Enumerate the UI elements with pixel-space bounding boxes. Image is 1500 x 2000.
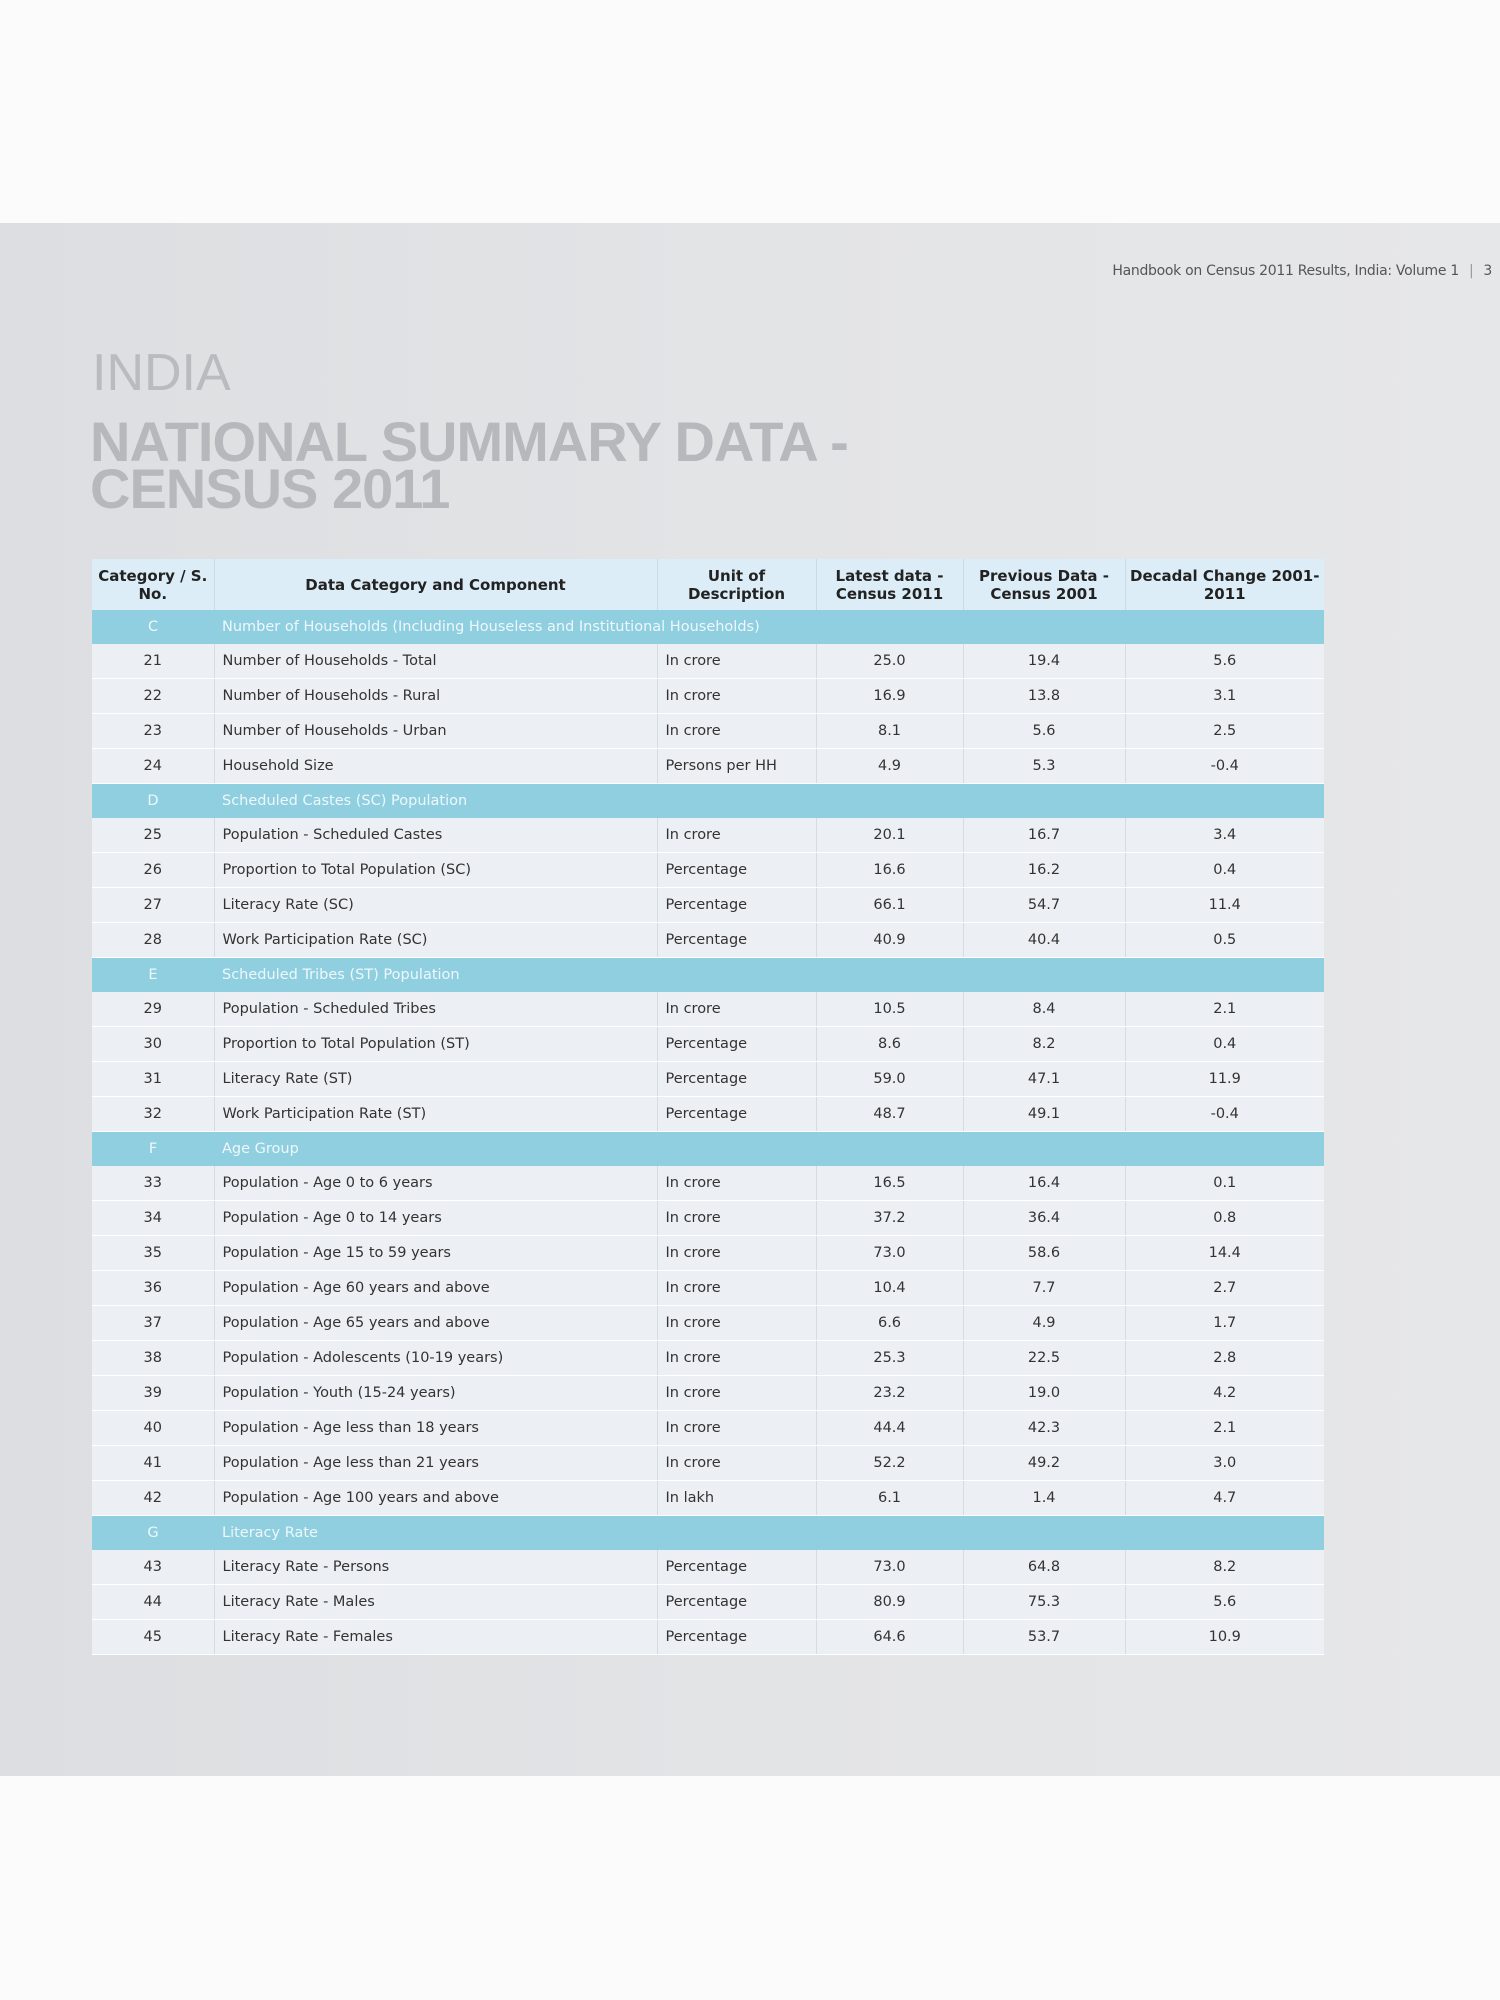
unit: In lakh bbox=[657, 1481, 816, 1516]
decadal-change: 3.4 bbox=[1125, 818, 1324, 853]
component-name: Population - Age less than 18 years bbox=[214, 1411, 657, 1446]
unit: In crore bbox=[657, 992, 816, 1027]
unit: Percentage bbox=[657, 923, 816, 958]
value-2001: 47.1 bbox=[963, 1062, 1125, 1097]
value-2011: 6.6 bbox=[816, 1306, 963, 1341]
decadal-change: 5.6 bbox=[1125, 1585, 1324, 1620]
unit: Percentage bbox=[657, 853, 816, 888]
section-title: Literacy Rate bbox=[214, 1516, 1324, 1551]
section-code: E bbox=[92, 958, 214, 993]
decadal-change: 0.8 bbox=[1125, 1201, 1324, 1236]
unit: In crore bbox=[657, 679, 816, 714]
decadal-change: 14.4 bbox=[1125, 1236, 1324, 1271]
decadal-change: -0.4 bbox=[1125, 1097, 1324, 1132]
page-title-line-2: CENSUS 2011 bbox=[90, 457, 450, 520]
table-row bbox=[92, 1097, 1324, 1132]
component-name: Population - Age 100 years and above bbox=[214, 1481, 657, 1516]
unit: In crore bbox=[657, 1376, 816, 1411]
value-2011: 40.9 bbox=[816, 923, 963, 958]
table-row bbox=[92, 888, 1324, 923]
table-row bbox=[92, 1027, 1324, 1062]
decadal-change: 0.4 bbox=[1125, 1027, 1324, 1062]
serial-number: 33 bbox=[92, 1166, 214, 1201]
serial-number: 38 bbox=[92, 1341, 214, 1376]
value-2011: 66.1 bbox=[816, 888, 963, 923]
decadal-change: 5.6 bbox=[1125, 644, 1324, 679]
component-name: Population - Adolescents (10-19 years) bbox=[214, 1341, 657, 1376]
value-2011: 52.2 bbox=[816, 1446, 963, 1481]
serial-number: 29 bbox=[92, 992, 214, 1027]
value-2001: 16.7 bbox=[963, 818, 1125, 853]
document-page bbox=[0, 223, 1500, 1776]
component-name: Number of Households - Total bbox=[214, 644, 657, 679]
value-2001: 42.3 bbox=[963, 1411, 1125, 1446]
decadal-change: 2.1 bbox=[1125, 992, 1324, 1027]
decadal-change: 2.1 bbox=[1125, 1411, 1324, 1446]
section-row bbox=[92, 1132, 1324, 1167]
table-header-row bbox=[92, 559, 1324, 610]
serial-number: 26 bbox=[92, 853, 214, 888]
table-row bbox=[92, 1550, 1324, 1585]
value-2011: 8.1 bbox=[816, 714, 963, 749]
table-row bbox=[92, 1201, 1324, 1236]
separator: | bbox=[1468, 263, 1474, 279]
decadal-change: 0.4 bbox=[1125, 853, 1324, 888]
section-code: C bbox=[92, 610, 214, 644]
serial-number: 39 bbox=[92, 1376, 214, 1411]
decadal-change: 3.1 bbox=[1125, 679, 1324, 714]
section-code: D bbox=[92, 784, 214, 819]
decadal-change: 2.7 bbox=[1125, 1271, 1324, 1306]
serial-number: 30 bbox=[92, 1027, 214, 1062]
value-2001: 58.6 bbox=[963, 1236, 1125, 1271]
serial-number: 22 bbox=[92, 679, 214, 714]
serial-number: 35 bbox=[92, 1236, 214, 1271]
table-row bbox=[92, 1620, 1324, 1655]
value-2011: 73.0 bbox=[816, 1236, 963, 1271]
table-row bbox=[92, 1411, 1324, 1446]
value-2011: 80.9 bbox=[816, 1585, 963, 1620]
value-2001: 4.9 bbox=[963, 1306, 1125, 1341]
component-name: Population - Scheduled Tribes bbox=[214, 992, 657, 1027]
value-2011: 25.3 bbox=[816, 1341, 963, 1376]
section-code: G bbox=[92, 1516, 214, 1551]
serial-number: 25 bbox=[92, 818, 214, 853]
value-2011: 10.5 bbox=[816, 992, 963, 1027]
value-2011: 23.2 bbox=[816, 1376, 963, 1411]
component-name: Population - Age 60 years and above bbox=[214, 1271, 657, 1306]
component-name: Literacy Rate - Females bbox=[214, 1620, 657, 1655]
decadal-change: 4.7 bbox=[1125, 1481, 1324, 1516]
section-title: Scheduled Tribes (ST) Population bbox=[214, 958, 1324, 993]
decadal-change: 0.5 bbox=[1125, 923, 1324, 958]
value-2001: 16.2 bbox=[963, 853, 1125, 888]
serial-number: 36 bbox=[92, 1271, 214, 1306]
value-2001: 75.3 bbox=[963, 1585, 1125, 1620]
running-header bbox=[1112, 263, 1492, 279]
page-title bbox=[90, 410, 848, 520]
unit: In crore bbox=[657, 1271, 816, 1306]
serial-number: 45 bbox=[92, 1620, 214, 1655]
value-2001: 49.2 bbox=[963, 1446, 1125, 1481]
table-row bbox=[92, 992, 1324, 1027]
unit: Percentage bbox=[657, 1550, 816, 1585]
value-2001: 19.4 bbox=[963, 644, 1125, 679]
value-2011: 44.4 bbox=[816, 1411, 963, 1446]
value-2001: 53.7 bbox=[963, 1620, 1125, 1655]
table-row bbox=[92, 1376, 1324, 1411]
section-row bbox=[92, 784, 1324, 819]
table-row bbox=[92, 1306, 1324, 1341]
component-name: Population - Youth (15-24 years) bbox=[214, 1376, 657, 1411]
section-title: Scheduled Castes (SC) Population bbox=[214, 784, 1324, 819]
unit: Percentage bbox=[657, 888, 816, 923]
table-row bbox=[92, 1236, 1324, 1271]
section-row bbox=[92, 610, 1324, 644]
serial-number: 34 bbox=[92, 1201, 214, 1236]
component-name: Work Participation Rate (ST) bbox=[214, 1097, 657, 1132]
unit: In crore bbox=[657, 714, 816, 749]
table-row bbox=[92, 1446, 1324, 1481]
serial-number: 21 bbox=[92, 644, 214, 679]
decadal-change: 11.4 bbox=[1125, 888, 1324, 923]
serial-number: 41 bbox=[92, 1446, 214, 1481]
unit: Percentage bbox=[657, 1062, 816, 1097]
column-header-change: Decadal Change 2001-2011 bbox=[1125, 559, 1324, 610]
serial-number: 24 bbox=[92, 749, 214, 784]
page-number: 3 bbox=[1483, 263, 1492, 279]
column-header-2001: Previous Data - Census 2001 bbox=[963, 559, 1125, 610]
page-title-line-1: NATIONAL SUMMARY DATA - bbox=[90, 410, 848, 473]
table-row bbox=[92, 853, 1324, 888]
value-2001: 1.4 bbox=[963, 1481, 1125, 1516]
decadal-change: 10.9 bbox=[1125, 1620, 1324, 1655]
unit: Percentage bbox=[657, 1027, 816, 1062]
summary-table bbox=[92, 559, 1324, 1655]
component-name: Population - Age 0 to 14 years bbox=[214, 1201, 657, 1236]
component-name: Population - Age 65 years and above bbox=[214, 1306, 657, 1341]
value-2011: 10.4 bbox=[816, 1271, 963, 1306]
decadal-change: 11.9 bbox=[1125, 1062, 1324, 1097]
value-2011: 64.6 bbox=[816, 1620, 963, 1655]
value-2011: 16.5 bbox=[816, 1166, 963, 1201]
value-2001: 5.3 bbox=[963, 749, 1125, 784]
value-2011: 73.0 bbox=[816, 1550, 963, 1585]
component-name: Literacy Rate (ST) bbox=[214, 1062, 657, 1097]
component-name: Literacy Rate (SC) bbox=[214, 888, 657, 923]
serial-number: 43 bbox=[92, 1550, 214, 1585]
serial-number: 32 bbox=[92, 1097, 214, 1132]
value-2001: 8.4 bbox=[963, 992, 1125, 1027]
component-name: Household Size bbox=[214, 749, 657, 784]
component-name: Population - Age 15 to 59 years bbox=[214, 1236, 657, 1271]
table-row bbox=[92, 1062, 1324, 1097]
component-name: Population - Scheduled Castes bbox=[214, 818, 657, 853]
section-title: Age Group bbox=[214, 1132, 1324, 1167]
unit: Percentage bbox=[657, 1097, 816, 1132]
unit: In crore bbox=[657, 644, 816, 679]
component-name: Population - Age less than 21 years bbox=[214, 1446, 657, 1481]
serial-number: 27 bbox=[92, 888, 214, 923]
decadal-change: 4.2 bbox=[1125, 1376, 1324, 1411]
unit: In crore bbox=[657, 1341, 816, 1376]
serial-number: 42 bbox=[92, 1481, 214, 1516]
value-2001: 22.5 bbox=[963, 1341, 1125, 1376]
table-row bbox=[92, 1481, 1324, 1516]
serial-number: 23 bbox=[92, 714, 214, 749]
value-2011: 6.1 bbox=[816, 1481, 963, 1516]
value-2001: 19.0 bbox=[963, 1376, 1125, 1411]
value-2001: 5.6 bbox=[963, 714, 1125, 749]
unit: In crore bbox=[657, 818, 816, 853]
component-name: Number of Households - Rural bbox=[214, 679, 657, 714]
unit: Percentage bbox=[657, 1585, 816, 1620]
component-name: Proportion to Total Population (ST) bbox=[214, 1027, 657, 1062]
decadal-change: 1.7 bbox=[1125, 1306, 1324, 1341]
table-row bbox=[92, 818, 1324, 853]
table-row bbox=[92, 923, 1324, 958]
country-heading: INDIA bbox=[92, 344, 231, 402]
value-2001: 16.4 bbox=[963, 1166, 1125, 1201]
component-name: Literacy Rate - Persons bbox=[214, 1550, 657, 1585]
decadal-change: -0.4 bbox=[1125, 749, 1324, 784]
serial-number: 40 bbox=[92, 1411, 214, 1446]
decadal-change: 8.2 bbox=[1125, 1550, 1324, 1585]
component-name: Literacy Rate - Males bbox=[214, 1585, 657, 1620]
value-2011: 4.9 bbox=[816, 749, 963, 784]
value-2001: 54.7 bbox=[963, 888, 1125, 923]
table-row bbox=[92, 1341, 1324, 1376]
unit: In crore bbox=[657, 1201, 816, 1236]
value-2011: 37.2 bbox=[816, 1201, 963, 1236]
table-row bbox=[92, 644, 1324, 679]
table-row bbox=[92, 714, 1324, 749]
serial-number: 31 bbox=[92, 1062, 214, 1097]
value-2011: 59.0 bbox=[816, 1062, 963, 1097]
value-2001: 49.1 bbox=[963, 1097, 1125, 1132]
value-2011: 48.7 bbox=[816, 1097, 963, 1132]
value-2011: 25.0 bbox=[816, 644, 963, 679]
decadal-change: 2.8 bbox=[1125, 1341, 1324, 1376]
section-row bbox=[92, 958, 1324, 993]
column-header-sno: Category / S. No. bbox=[92, 559, 214, 610]
section-title: Number of Households (Including Houseless and Institutional Households) bbox=[214, 610, 1324, 644]
section-code: F bbox=[92, 1132, 214, 1167]
value-2001: 7.7 bbox=[963, 1271, 1125, 1306]
table-row bbox=[92, 1585, 1324, 1620]
component-name: Proportion to Total Population (SC) bbox=[214, 853, 657, 888]
decadal-change: 2.5 bbox=[1125, 714, 1324, 749]
column-header-unit: Unit of Description bbox=[657, 559, 816, 610]
value-2011: 20.1 bbox=[816, 818, 963, 853]
value-2011: 16.6 bbox=[816, 853, 963, 888]
value-2001: 64.8 bbox=[963, 1550, 1125, 1585]
value-2001: 8.2 bbox=[963, 1027, 1125, 1062]
unit: In crore bbox=[657, 1166, 816, 1201]
unit: In crore bbox=[657, 1236, 816, 1271]
serial-number: 44 bbox=[92, 1585, 214, 1620]
decadal-change: 0.1 bbox=[1125, 1166, 1324, 1201]
unit: In crore bbox=[657, 1306, 816, 1341]
column-header-component: Data Category and Component bbox=[214, 559, 657, 610]
value-2001: 40.4 bbox=[963, 923, 1125, 958]
unit: Percentage bbox=[657, 1620, 816, 1655]
column-header-2011: Latest data - Census 2011 bbox=[816, 559, 963, 610]
running-header-title: Handbook on Census 2011 Results, India: Volume 1 bbox=[1112, 263, 1459, 279]
component-name: Number of Households - Urban bbox=[214, 714, 657, 749]
value-2001: 36.4 bbox=[963, 1201, 1125, 1236]
table-row bbox=[92, 1166, 1324, 1201]
value-2001: 13.8 bbox=[963, 679, 1125, 714]
value-2011: 8.6 bbox=[816, 1027, 963, 1062]
value-2011: 16.9 bbox=[816, 679, 963, 714]
serial-number: 37 bbox=[92, 1306, 214, 1341]
component-name: Work Participation Rate (SC) bbox=[214, 923, 657, 958]
unit: In crore bbox=[657, 1446, 816, 1481]
table-row bbox=[92, 1271, 1324, 1306]
section-row bbox=[92, 1516, 1324, 1551]
unit: Persons per HH bbox=[657, 749, 816, 784]
component-name: Population - Age 0 to 6 years bbox=[214, 1166, 657, 1201]
table-row bbox=[92, 679, 1324, 714]
table-row bbox=[92, 749, 1324, 784]
decadal-change: 3.0 bbox=[1125, 1446, 1324, 1481]
unit: In crore bbox=[657, 1411, 816, 1446]
serial-number: 28 bbox=[92, 923, 214, 958]
